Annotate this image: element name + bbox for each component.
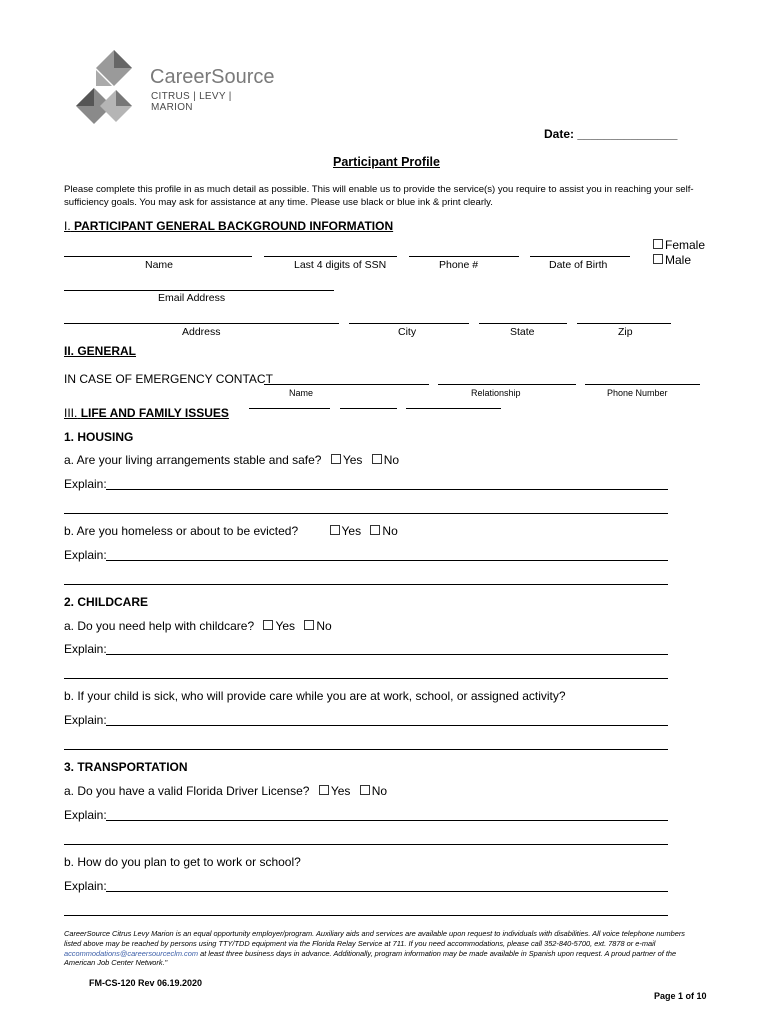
housing-qb-yes[interactable]: [330, 524, 362, 538]
city-label: City: [398, 326, 417, 338]
logo: [74, 48, 274, 128]
extra-line-2: [340, 408, 397, 409]
transport-qa-no[interactable]: [360, 784, 387, 798]
transport-qa-text: a. Do you have a valid Florida Driver License?: [64, 784, 310, 798]
housing-qb-no[interactable]: [370, 524, 397, 538]
no-label: No: [371, 784, 388, 798]
address-field[interactable]: [64, 323, 339, 324]
yes-label: Yes: [341, 524, 362, 538]
housing-qb-text: b. Are you homeless or about to be evicted?: [64, 524, 299, 538]
footer-text-2: at least three business days in advance. Additionally, program information may be made available in Spanish upon request. A proud partner of the American Job Center Network.": [64, 948, 677, 968]
explain-field[interactable]: [106, 891, 668, 892]
male-checkbox[interactable]: [653, 254, 663, 264]
logo-sub: CITRUS | LEVY | MARION: [151, 91, 232, 113]
childcare-question-a: [64, 619, 332, 633]
emergency-contact-label: IN CASE OF EMERGENCY CONTACT: [64, 372, 273, 386]
yes-label: Yes: [330, 784, 351, 798]
housing-qa-no[interactable]: [372, 453, 399, 467]
childcare-qa-text: a. Do you need help with childcare?: [64, 619, 255, 633]
housing-qa-yes[interactable]: [331, 453, 363, 467]
logo-name: CareerSource: [150, 66, 275, 88]
logo-mark: [74, 48, 154, 128]
no-label: No: [382, 524, 398, 538]
no-label: No: [383, 453, 400, 467]
emergency-relationship-label: Relationship: [471, 388, 521, 398]
explain-label: Explain:: [64, 477, 107, 491]
zip-field[interactable]: [577, 323, 671, 324]
page-number: Page 1 of 10: [654, 991, 707, 1001]
childcare-heading: 2. CHILDCARE: [64, 595, 149, 609]
explain-field-2[interactable]: [64, 678, 668, 679]
transportation-heading: 3. TRANSPORTATION: [64, 760, 188, 774]
page-title: Participant Profile: [333, 155, 440, 169]
housing-question-a: [64, 453, 399, 467]
address-label: Address: [182, 326, 221, 338]
checkbox-icon[interactable]: [330, 525, 340, 535]
explain-field-2[interactable]: [64, 513, 668, 514]
explain-label: Explain:: [64, 642, 107, 656]
explain-field-2[interactable]: [64, 844, 668, 845]
extra-line-1: [249, 408, 330, 409]
section3-title: LIFE AND FAMILY ISSUES: [80, 406, 229, 420]
housing-heading: 1. HOUSING: [64, 430, 134, 444]
accommodations-email-link[interactable]: accommodations@careersourceclm.com: [64, 948, 199, 958]
section1-num: I.: [64, 219, 71, 233]
checkbox-icon[interactable]: [372, 454, 382, 464]
explain-field[interactable]: [106, 560, 668, 561]
emergency-phone-label: Phone Number: [607, 388, 668, 398]
explain-label: Explain:: [64, 548, 107, 562]
section2-heading: II. GENERAL: [64, 344, 137, 358]
transport-qa-yes[interactable]: [319, 784, 351, 798]
male-label: Male: [665, 253, 692, 267]
section1-title: PARTICIPANT GENERAL BACKGROUND INFORMATION: [74, 219, 394, 233]
dob-field[interactable]: [530, 256, 630, 257]
transport-question-b: b. How do you plan to get to work or school?: [64, 855, 301, 869]
checkbox-icon[interactable]: [304, 620, 314, 630]
footer-disclaimer: [64, 929, 689, 968]
ssn-field[interactable]: [264, 256, 397, 257]
explain-field[interactable]: [106, 820, 668, 821]
phone-field[interactable]: [409, 256, 519, 257]
form-id: FM-CS-120 Rev 06.19.2020: [89, 978, 203, 988]
zip-label: Zip: [618, 326, 633, 338]
explain-field[interactable]: [106, 489, 668, 490]
checkbox-icon[interactable]: [331, 454, 341, 464]
explain-field-2[interactable]: [64, 915, 668, 916]
state-field[interactable]: [479, 323, 567, 324]
email-field[interactable]: [64, 290, 334, 291]
checkbox-icon[interactable]: [319, 785, 329, 795]
female-checkbox[interactable]: [653, 239, 663, 249]
checkbox-icon[interactable]: [360, 785, 370, 795]
ssn-label: Last 4 digits of SSN: [294, 259, 387, 271]
section1-heading: [64, 219, 393, 233]
female-option[interactable]: [653, 238, 705, 252]
checkbox-icon[interactable]: [370, 525, 380, 535]
phone-label: Phone #: [439, 259, 479, 271]
name-field[interactable]: [64, 256, 252, 257]
explain-label: Explain:: [64, 879, 107, 893]
explain-field[interactable]: [106, 725, 668, 726]
emergency-phone-field[interactable]: [585, 384, 700, 385]
date-label: Date: _______________: [544, 127, 678, 141]
emergency-relationship-field[interactable]: [438, 384, 576, 385]
transport-question-a: [64, 784, 387, 798]
housing-qa-text: a. Are your living arrangements stable and safe?: [64, 453, 322, 467]
section3-heading: [64, 406, 229, 420]
childcare-question-b: b. If your child is sick, who will provide care while you are at work, school, or assigned activity?: [64, 689, 566, 703]
explain-label: Explain:: [64, 808, 107, 822]
emergency-name-field[interactable]: [264, 384, 429, 385]
email-label: Email Address: [158, 292, 226, 304]
checkbox-icon[interactable]: [263, 620, 273, 630]
female-label: Female: [665, 238, 706, 252]
section3-num: III.: [64, 406, 78, 420]
name-label: Name: [145, 259, 174, 271]
state-label: State: [510, 326, 535, 338]
intro-text: Please complete this profile in as much detail as possible. This will enable us to provide the service(s) you require to assist you in reaching your self-sufficiency goals. You may ask for assistance at any time. Please use black or blue ink & print clearly.: [64, 184, 694, 208]
explain-field[interactable]: [106, 654, 668, 655]
emergency-name-label: Name: [289, 388, 314, 398]
city-field[interactable]: [349, 323, 469, 324]
explain-label: Explain:: [64, 713, 107, 727]
dob-label: Date of Birth: [549, 259, 608, 271]
housing-question-b: [64, 524, 398, 538]
yes-label: Yes: [342, 453, 363, 467]
yes-label: Yes: [275, 619, 296, 633]
footer-text-1: CareerSource Citrus Levy Marion is an equal opportunity employer/program. Auxiliary aids and services are available upon request to individuals with disabilities. All voice telephone numbers listed above may be reached by persons using TTY/TDD equipment via the Florida Relay Service at 711. If you need accommodations, please call 352-840-5700, ext. 7878 or e-mail: [64, 929, 685, 948]
no-label: No: [316, 619, 332, 633]
male-option[interactable]: [653, 253, 691, 267]
extra-line-3: [406, 408, 501, 409]
childcare-qa-yes[interactable]: [263, 619, 295, 633]
explain-field-2[interactable]: [64, 749, 668, 750]
childcare-qa-no[interactable]: [304, 619, 331, 633]
explain-field-2[interactable]: [64, 584, 668, 585]
